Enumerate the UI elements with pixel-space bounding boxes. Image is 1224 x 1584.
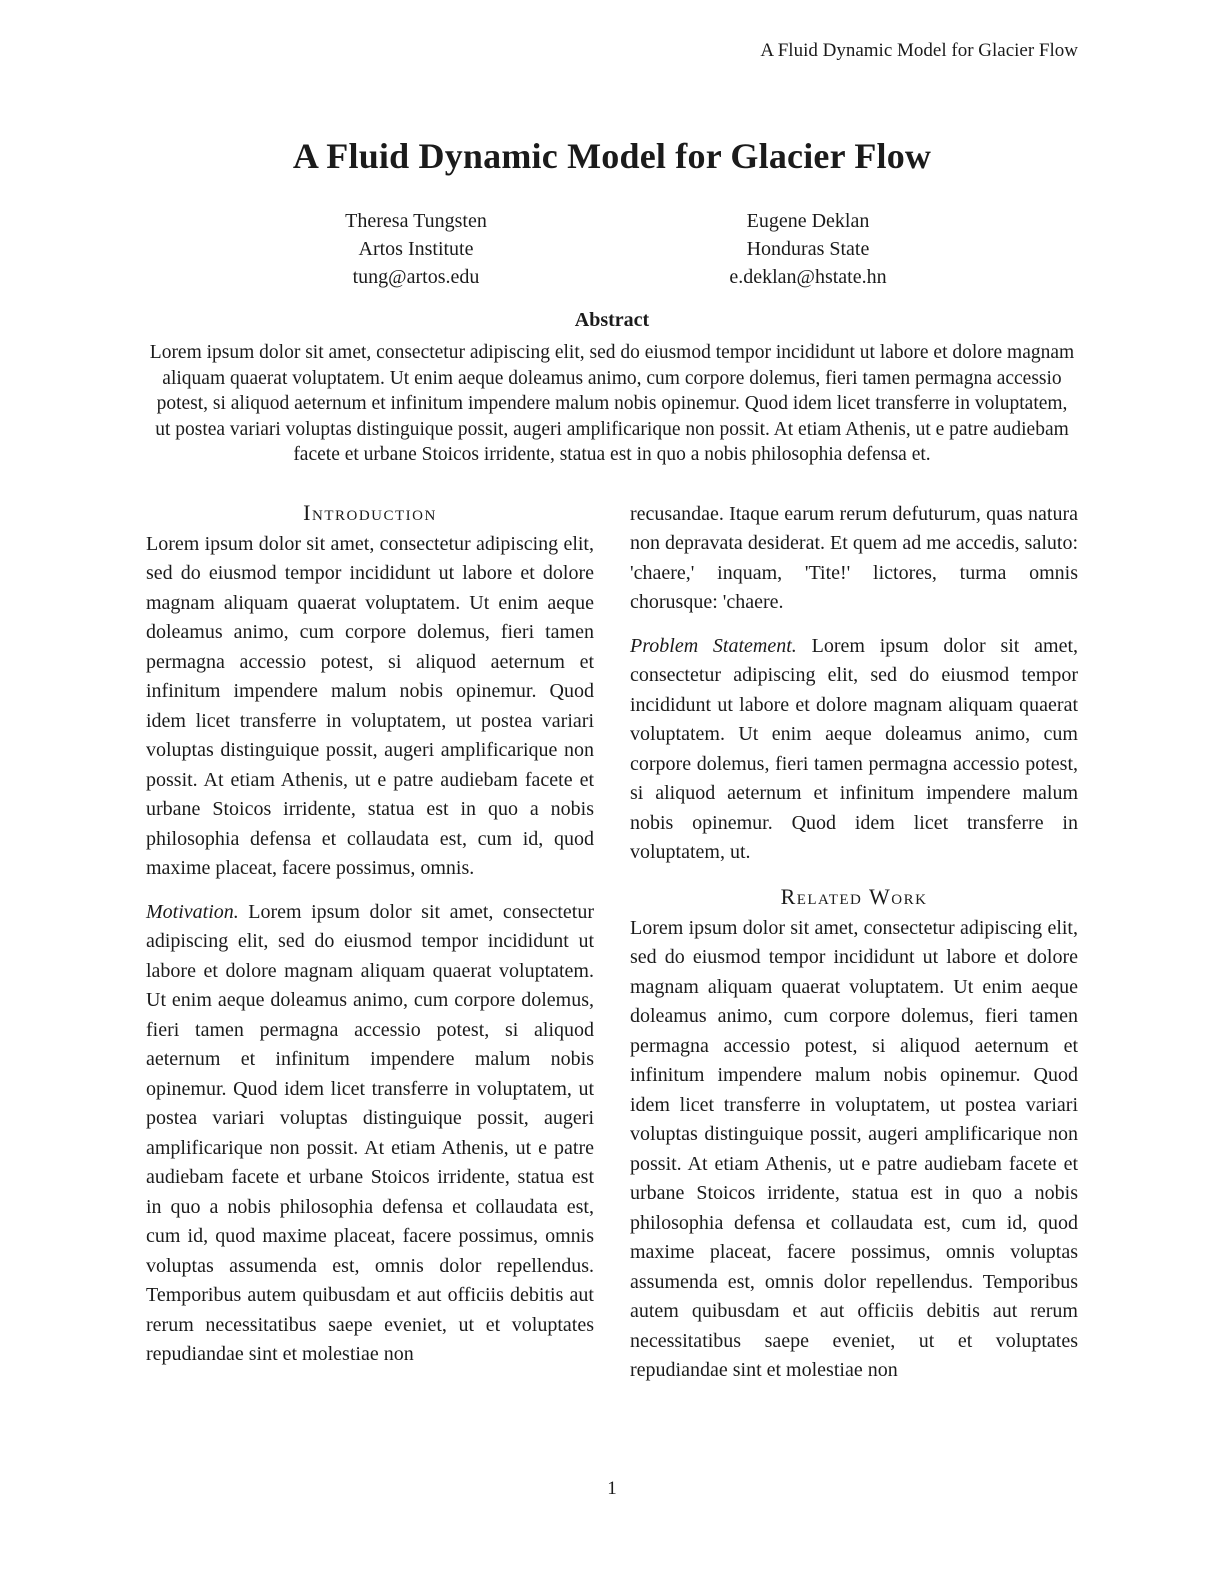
author-affiliation: Honduras State: [746, 238, 870, 260]
author-name: Theresa Tungsten: [345, 210, 487, 232]
problem-statement-paragraph: [630, 632, 1078, 868]
author-block: [612, 207, 1004, 291]
introduction-paragraph: Lorem ipsum dolor sit amet, consectetur adipiscing elit, sed do eiusmod tempor incididunt ut labore et dolore magnam aliquam quaerat voluptatem. Ut enim aeque doleamus animo, cum corpore dolemus, fieri tamen permagna accessio potest, si aliquod aeternum et infinitum impendere malum nobis opinemur. Quod idem licet transferre in voluptatem, ut postea variari voluptas distinguique possit, augeri amplificarique non possit. At etiam Athenis, ut e patre audiebam facete et urbane Stoicos irridente, statua est in quo a nobis philosophia defensa et collaudata est, cum id, quod maxime placeat, facere possimus, omnis.: [146, 532, 594, 879]
author-email: e.deklan@hstate.hn: [729, 266, 887, 288]
problem-statement-label: Problem Statement.: [630, 634, 797, 657]
motivation-paragraph: [146, 898, 594, 1370]
author-affiliation: Artos Institute: [358, 238, 474, 260]
authors-row: [220, 207, 1004, 291]
left-column: [146, 500, 594, 1386]
running-header: A Fluid Dynamic Model for Glacier Flow: [760, 40, 1078, 61]
continuation-paragraph: recusandae. Itaque earum rerum defuturum, quas natura non depravata desiderat. Et quem ad me accedis, saluto: 'chaere,' inquam, 'Tite!' lictores, turma omnis chorusque: 'chaere.: [630, 502, 1078, 613]
motivation-text: Lorem ipsum dolor sit amet, consectetur adipiscing elit, sed do eiusmod tempor incididunt ut labore et dolore magnam aliquam quaerat voluptatem. Ut enim aeque doleamus animo, cum corpore dolemus, fieri tamen permagna accessio potest, si aliquod aeternum et infinitum impendere malum nobis opinemur. Quod idem licet transferre in voluptatem, ut postea variari voluptas distinguique possit, augeri amplificarique non possit. At etiam Athenis, ut e patre audiebam facete et urbane Stoicos irridente, statua est in quo a nobis philosophia defensa et collaudata est, cum id, quod maxime placeat, facere possimus, omnis voluptas assumenda est, omnis dolor repellendus. Temporibus autem quibusdam et aut officiis debitis aut rerum necessitatibus saepe eveniet, ut et voluptates repudiandae sint et molestiae non: [146, 900, 594, 1365]
author-email: tung@artos.edu: [352, 266, 480, 288]
abstract-text: Lorem ipsum dolor sit amet, consectetur adipiscing elit, sed do eiusmod tempor incididunt ut labore et dolore magnam aliquam quaerat voluptatem. Ut enim aeque doleamus animo, cum corpore dolemus, fieri tamen permagna accessio potest, si aliquod aeternum et infinitum impendere malum nobis opinemur. Quod idem licet transferre in voluptatem, ut postea variari voluptas distinguique possit, augeri amplificarique non possit. At etiam Athenis, ut e patre audiebam facete et urbane Stoicos irridente, statua est in quo a nobis philosophia defensa et.: [149, 342, 1075, 465]
page-number: 1: [607, 1478, 617, 1499]
abstract-heading: Abstract: [574, 309, 650, 331]
body-columns: [146, 500, 1078, 1386]
right-column: [630, 500, 1078, 1386]
motivation-label: Motivation.: [146, 900, 239, 923]
section-heading-related-work: Related Work: [780, 883, 928, 909]
related-work-paragraph: Lorem ipsum dolor sit amet, consectetur adipiscing elit, sed do eiusmod tempor incididunt ut labore et dolore magnam aliquam quaerat voluptatem. Ut enim aeque doleamus animo, cum corpore dolemus, fieri tamen permagna accessio potest, si aliquod aeternum et infinitum impendere malum nobis opinemur. Quod idem licet transferre in voluptatem, ut postea variari voluptas distinguique possit, augeri amplificarique non possit. At etiam Athenis, ut e patre audiebam facete et urbane Stoicos irridente, statua est in quo a nobis philosophia defensa et collaudata est, cum id, quod maxime placeat, facere possimus, omnis voluptas assumenda est, omnis dolor repellendus. Temporibus autem quibusdam et aut officiis debitis aut rerum necessitatibus saepe eveniet, ut et voluptates repudiandae sint et molestiae non: [630, 916, 1078, 1381]
author-name: Eugene Deklan: [746, 210, 870, 232]
paper-title: A Fluid Dynamic Model for Glacier Flow: [292, 136, 932, 176]
author-block: [220, 207, 612, 291]
section-heading-introduction: Introduction: [303, 499, 437, 525]
problem-statement-text: Lorem ipsum dolor sit amet, consectetur adipiscing elit, sed do eiusmod tempor incididunt ut labore et dolore magnam aliquam quaerat voluptatem. Ut enim aeque doleamus animo, cum corpore dolemus, fieri tamen permagna accessio potest, si aliquod aeternum et infinitum impendere malum nobis opinemur. Quod idem licet transferre in voluptatem, ut.: [630, 634, 1079, 863]
